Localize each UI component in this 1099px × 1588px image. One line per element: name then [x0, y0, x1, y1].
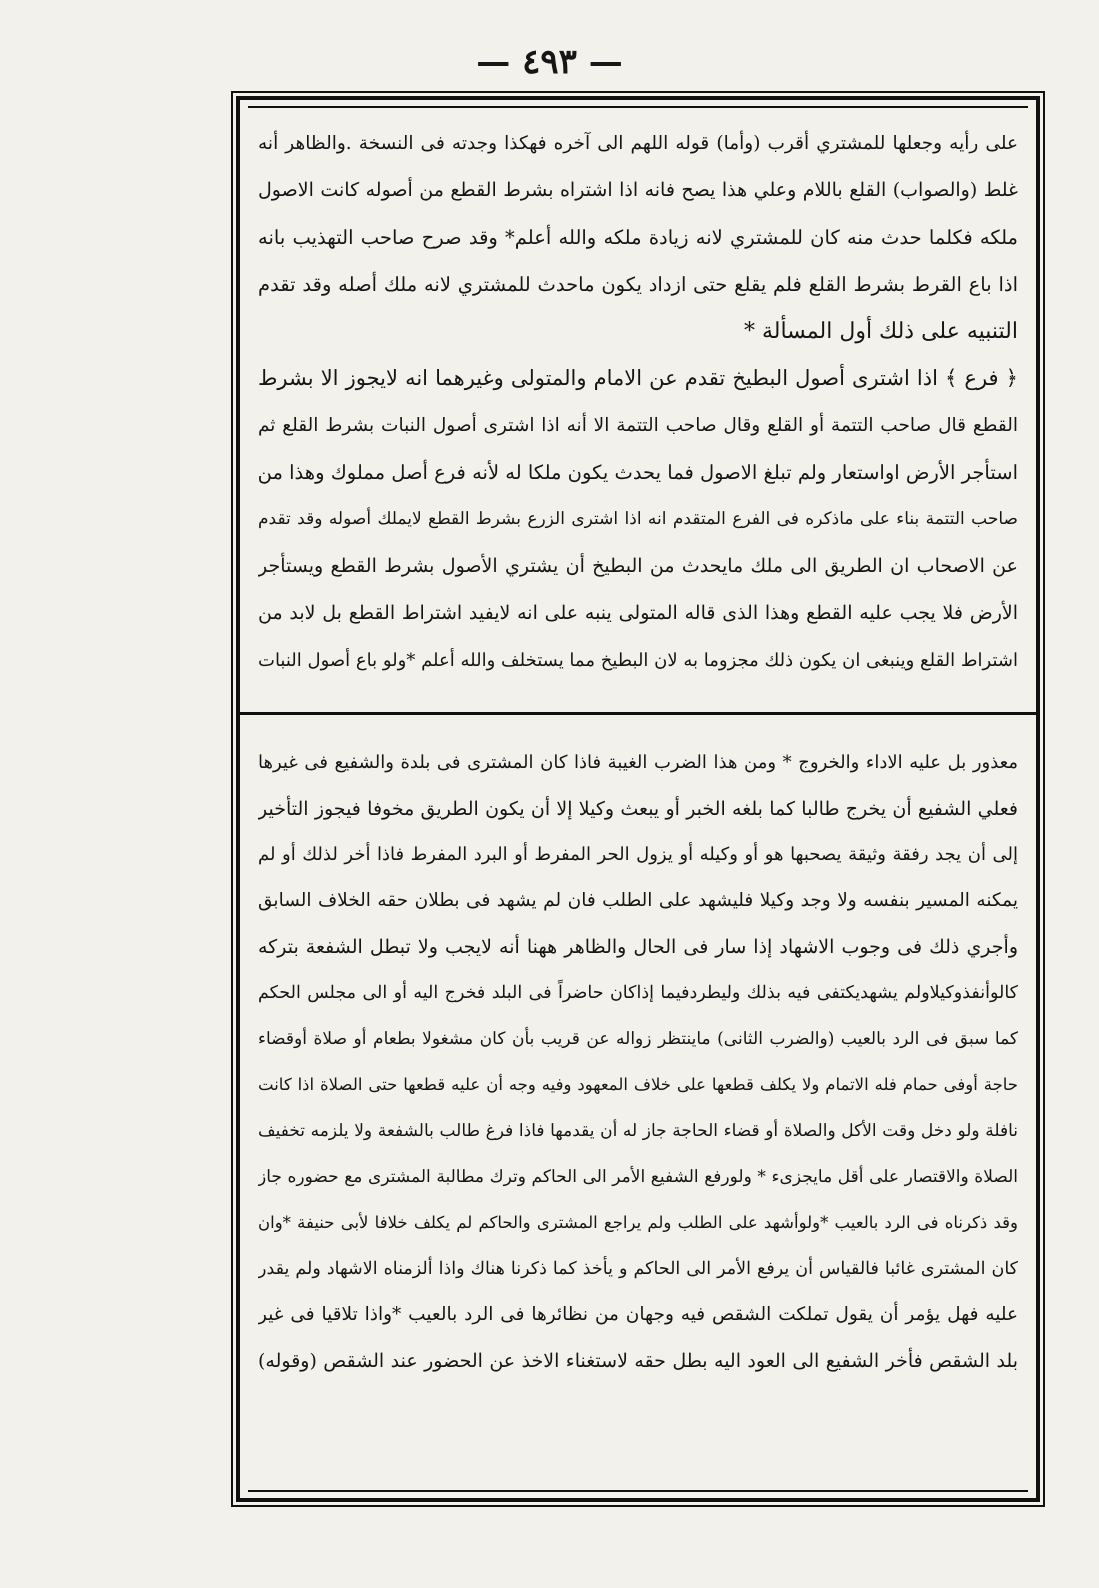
- text-line: ملكه فكلما حدث منه كان للمشتري لانه زيادة ملكه والله أعلم* وقد صرح صاحب التهذيب بانه: [258, 226, 1018, 249]
- text-line: وأجري ذلك فى وجوب الاشهاد إذا سار فى الحال والظاهر ههنا أنه لايجب ولا تبطل الشفعة بتركه: [258, 936, 1018, 958]
- text-line: إلى أن يجد رفقة وثيقة يصحبها هو أو وكيله أو يزول الحر المفرط أو البرد المفرط فاذا أخر لذلك أو لم: [258, 844, 1018, 865]
- frame-top-rule: [248, 106, 1028, 108]
- text-line: فعلي الشفيع أن يخرج طالبا كما بلغه الخبر أو يبعث وكيلا إلا أن يكون الطريق مخوفا فيجوز التأخير: [258, 798, 1018, 820]
- text-line: كالوأنفذوكيلاولم يشهديكتفى فيه بذلك وليطردفيما إذاكان حاضراً فى البلد فخرج اليه أو الى مجلس الحكم: [258, 983, 1018, 1003]
- text-line: استأجر الأرض اواستعار ولم تبلغ الاصول فما يحدث يكون ملكا له لأنه فرع أصل مملوك وهذا من: [258, 461, 1018, 484]
- text-line: يمكنه المسير بنفسه ولا وجد وكيلا فليشهد على الطلب فان لم يشهد فى بطلان حقه الخلاف السابق: [258, 890, 1018, 911]
- text-line: معذور بل عليه الاداء والخروج * ومن هذا الضرب الغيبة فاذا كان المشترى فى بلدة والشفيع فى غيرها: [258, 752, 1018, 773]
- frame-bottom-rule: [248, 1490, 1028, 1492]
- section-divider: [240, 712, 1036, 715]
- text-line: اذا باع القرط بشرط القلع فلم يقلع حتى ازداد يكون ماحدث للمشتري لانه ملك أصله وقد تقدم: [258, 273, 1018, 296]
- text-line: وقد ذكرناه فى الرد بالعيب *ولوأشهد على الطلب ولم يراجع المشترى والحاكم لم يكلف خلافا لأبى حنيفة *وان: [258, 1213, 1018, 1232]
- bottom-text-block: [258, 740, 1018, 1384]
- text-line: غلط (والصواب) القلع باللام وعلي هذا يصح فانه اذا اشتراه بشرط القطع من أصوله كانت الاصول: [258, 179, 1018, 201]
- text-line: على رأيه وجعلها للمشتري أقرب (وأما) قوله اللهم الى آخره فهكذا وجدته فى النسخة .والظاهر أنه: [258, 133, 1018, 154]
- text-line: القطع قال صاحب التتمة أو القلع وقال صاحب التتمة الا أنه اذا اشترى أصول النبات بشرط القلع ثم: [258, 415, 1018, 436]
- text-line: ﴿ فرع ﴾ اذا اشترى أصول البطيخ تقدم عن الامام والمتولى وغيرهما انه لايجوز الا بشرط: [258, 366, 1018, 390]
- text-line: الأرض فلا يجب عليه القطع وهذا الذى قاله المتولى ينبه على انه لايفيد اشتراط القطع بل لابد من: [258, 602, 1018, 624]
- text-line: بلد الشقص فأخر الشفيع الى العود اليه بطل حقه لاستغناء الاخذ عن الحضور عند الشقص (وقوله): [258, 1350, 1018, 1372]
- text-frame: [236, 96, 1040, 1502]
- text-line: حاجة أوفى حمام فله الاتمام ولا يكلف قطعها على خلاف المعهود وفيه وجه أن عليه قطعها حتى الصلاة اذا كانت: [258, 1075, 1018, 1094]
- text-line: الصلاة والاقتصار على أقل مايجزىء * ولورفع الشفيع الأمر الى الحاكم وترك مطالبة المشترى مع حضوره جاز: [258, 1167, 1018, 1187]
- top-text-block: [258, 120, 1018, 684]
- page-number: — ٤٩٣ —: [476, 42, 623, 82]
- text-line: صاحب التتمة بناء على ماذكره فى الفرع المتقدم انه اذا اشترى الزرع بشرط القطع لايملك أصوله وقد تقدم: [258, 509, 1018, 529]
- text-line: كان المشترى غائبا فالقياس أن يرفع الأمر الى الحاكم و يأخذ كما ذكرنا هناك واذا ألزمناه الاشهاد ولم يقدر: [258, 1259, 1018, 1279]
- text-line: نافلة ولو دخل وقت الأكل والصلاة أو قضاء الحاجة جاز له أن يقدمها فاذا فرغ طالب بالشفعة ولا يلزمه تخفيف: [258, 1121, 1018, 1141]
- text-line: كما سبق فى الرد بالعيب (والضرب الثانى) ماينتظر زواله عن قريب بأن كان مشغولا بطعام أو صلاة أوقضاء: [258, 1029, 1018, 1049]
- text-line: التنبيه على ذلك أول المسألة *: [743, 319, 1018, 344]
- text-line: اشتراط القلع وينبغى ان يكون ذلك مجزوما به لان البطيخ مما يستخلف والله أعلم *ولو باع أصول النبات: [258, 650, 1018, 671]
- text-line: عليه فهل يؤمر أن يقول تملكت الشقص فيه وجهان من نظائرها فى الرد بالعيب *واذا تلاقيا فى غير: [258, 1304, 1018, 1325]
- text-line: عن الاصحاب ان الطريق الى ملك مايحدث من البطيخ أن يشتري الأصول بشرط القطع ويستأجر: [258, 555, 1018, 577]
